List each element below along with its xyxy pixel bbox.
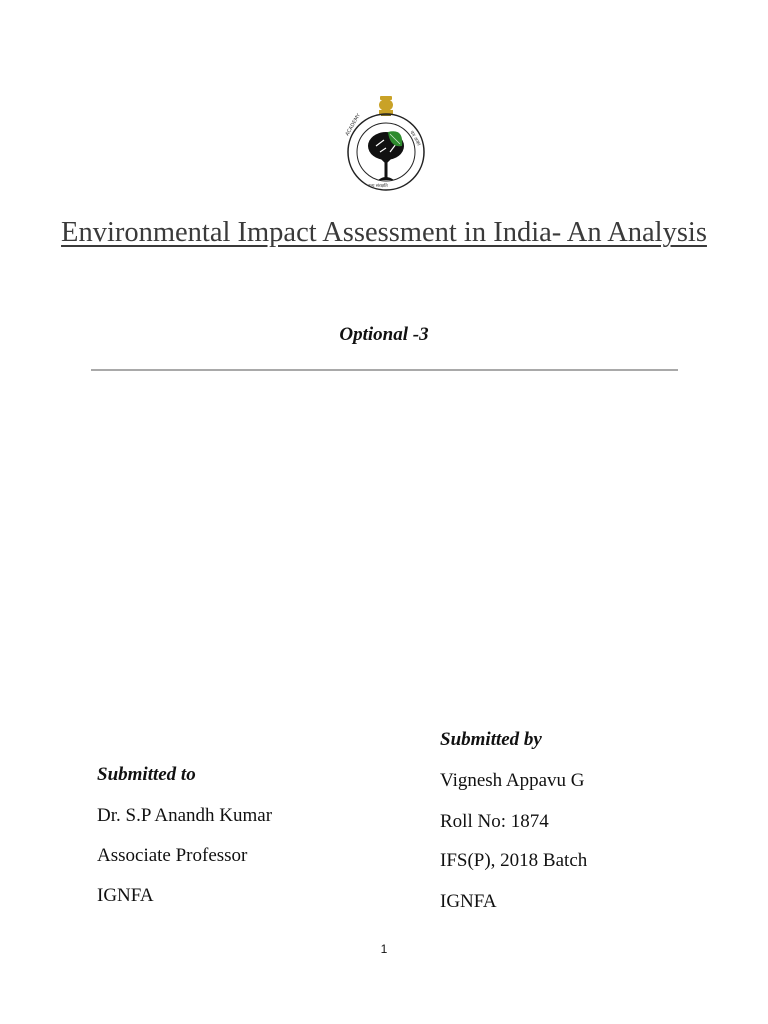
institution-logo [338, 92, 434, 192]
submitted-by-batch: IFS(P), 2018 Batch [440, 850, 588, 871]
submitted-by-roll: Roll No: 1874 [440, 811, 549, 832]
submitted-by-name: Vignesh Appavu G [440, 770, 585, 791]
horizontal-divider [91, 369, 678, 371]
submitted-to-designation: Associate Professor [97, 845, 248, 866]
document-subtitle: Optional -3 [339, 324, 429, 345]
submitted-by-institution: IGNFA [440, 891, 497, 912]
submitted-to-name: Dr. S.P Anandh Kumar [97, 805, 273, 826]
svg-text:वन्‍य संरक्षति: वन्‍य संरक्षति [368, 184, 388, 189]
document-title [60, 214, 708, 252]
ignfa-emblem-icon [338, 92, 434, 192]
submitted-to-heading: Submitted to [97, 764, 196, 785]
submitted-by-heading: Submitted by [440, 729, 542, 750]
svg-text:वन अका: वन अका [408, 130, 422, 147]
svg-text:ACADEMY: ACADEMY [344, 112, 363, 137]
submitted-to-institution: IGNFA [97, 885, 154, 906]
document-title-text: Environmental Impact Assessment in India- An Analysis [61, 217, 707, 248]
page-number: 1 [380, 942, 388, 956]
state-emblem-icon [379, 96, 393, 116]
